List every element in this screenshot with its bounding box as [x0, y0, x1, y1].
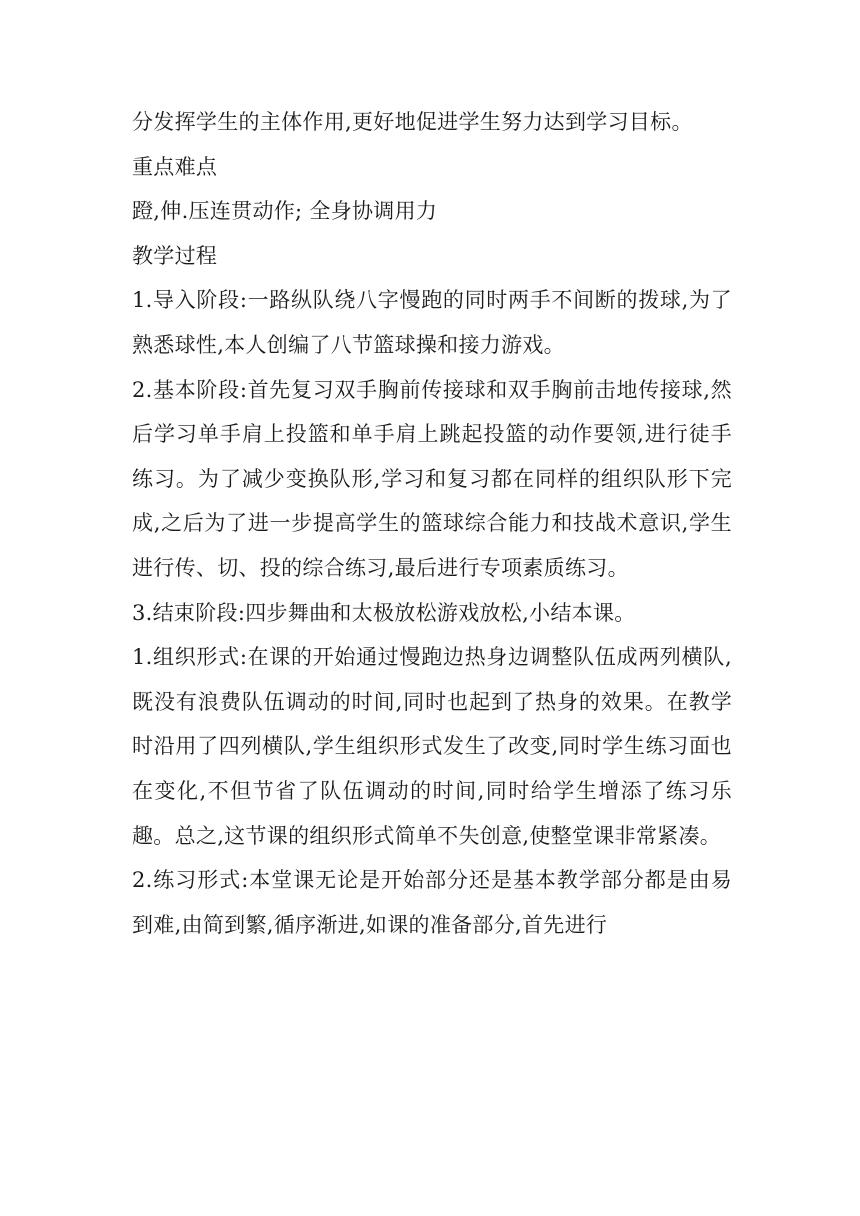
paragraph-intro-continuation: 分发挥学生的主体作用,更好地促进学生努力达到学习目标。: [132, 110, 693, 134]
paragraph-organization-form: 1.组织形式:在课的开始通过慢跑边热身边调整队伍成两列横队,既没有浪费队伍调动的时间,同时也起到了热身的效果。在教学时沿用了四列横队,学生组织形式发生了改变,同时学生练习面也在变化,不但节省了队伍调动的时间,同时给学生增添了练习乐趣。总之,这节课的组织形式简单不失创意,使整堂课非常紧凑。: [132, 645, 732, 848]
paragraph-key-points: 蹬,伸.压连贯动作; 全身协调用力: [132, 199, 438, 224]
paragraph-practice-form: 2.练习形式:本堂课无论是开始部分还是基本教学部分都是由易到难,由简到繁,循序渐进,如课的准备部分,首先进行: [132, 868, 732, 937]
paragraph-basic-stage: 2.基本阶段:首先复习双手胸前传接球和双手胸前击地传接球,然后学习单手肩上投篮和单手肩上跳起投篮的动作要领,进行徒手练习。为了减少变换队形,学习和复习都在同样的组织队形下完成,之后为了进一步提高学生的篮球综合能力和技战术意识,学生进行传、切、投的综合练习,最后进行专项素质练习。: [132, 377, 732, 580]
paragraph-end-stage: 3.结束阶段:四步舞曲和太极放松游戏放松,小结本课。: [132, 600, 636, 625]
paragraph-intro-stage: 1.导入阶段:一路纵队绕八字慢跑的同时两手不间断的拨球,为了熟悉球性,本人创编了八节篮球操和接力游戏。: [132, 288, 732, 357]
heading-key-points: 重点难点: [132, 154, 218, 179]
heading-teaching-process: 教学过程: [132, 243, 218, 268]
document-body: [132, 100, 732, 947]
